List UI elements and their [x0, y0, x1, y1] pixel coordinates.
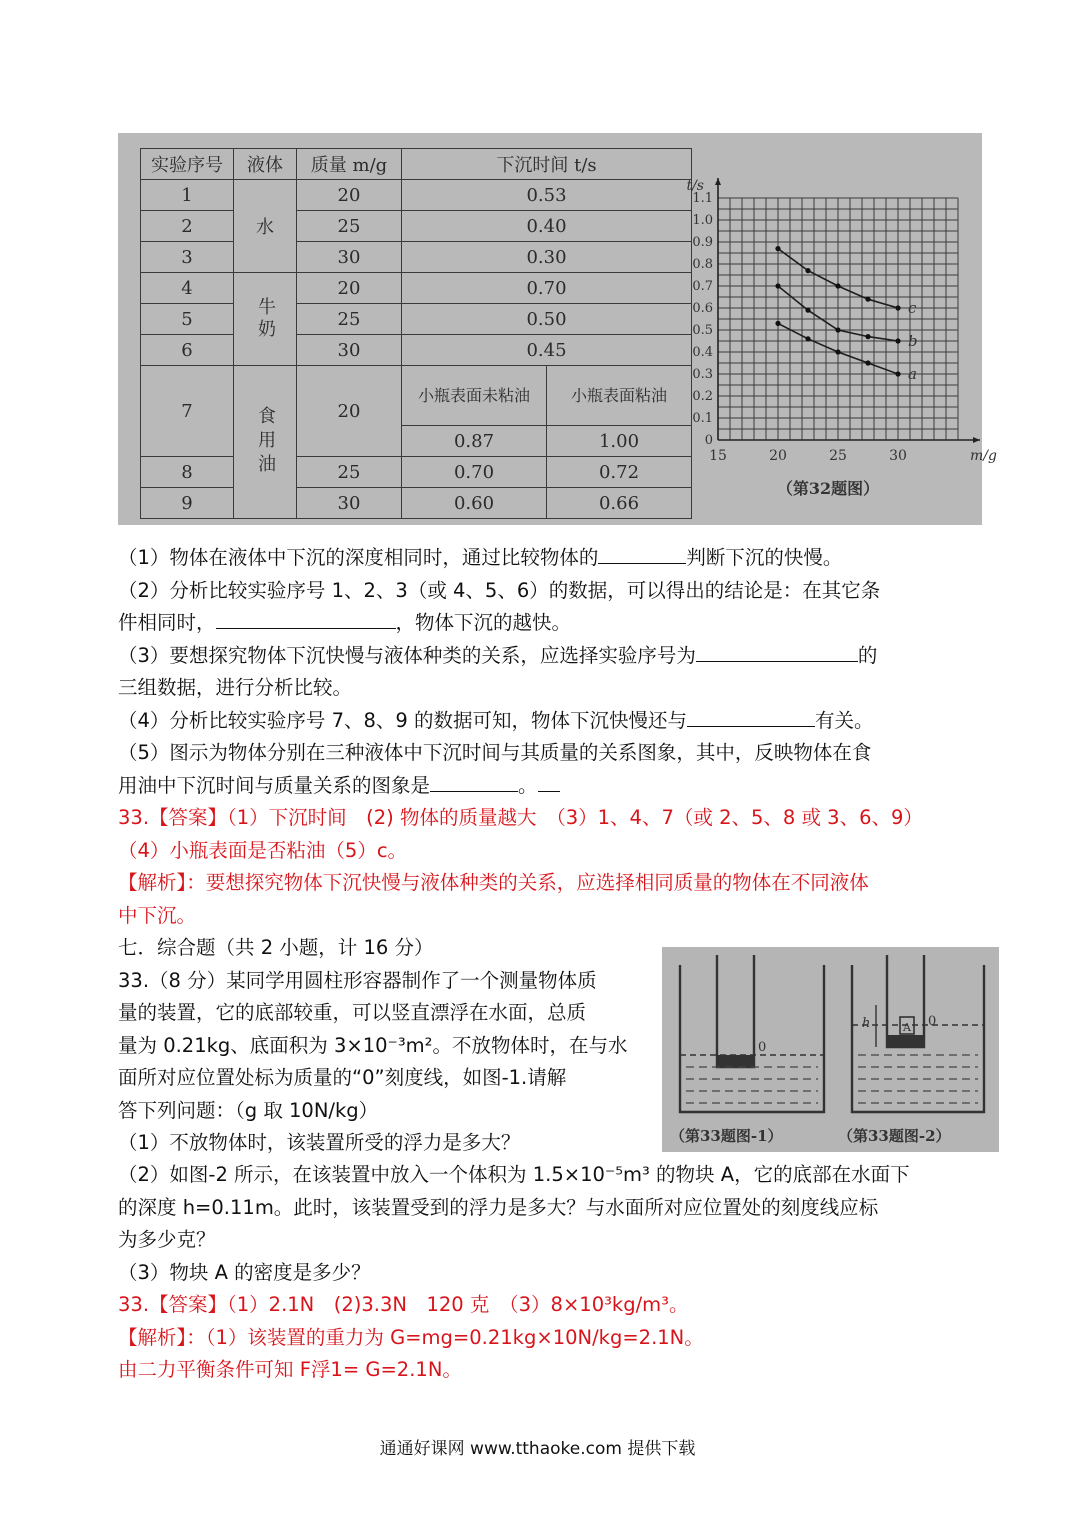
cell-seq: 9: [141, 488, 234, 519]
cell-seq: 7: [141, 366, 234, 457]
q32-part5-cont: 用油中下沉时间与质量关系的图象是 。: [118, 771, 560, 801]
y-tick-label: 0.8: [692, 257, 713, 272]
device-1: [717, 955, 754, 1067]
cell-seq: 6: [141, 335, 234, 366]
data-point-c: [895, 305, 900, 310]
series-label-a: a: [908, 365, 917, 383]
q32-explanation: 【解析】：要想探究物体下沉快慢与液体种类的关系，应选择相同质量的物体在不同液体: [118, 871, 869, 894]
data-point-b: [805, 308, 810, 313]
data-point-a: [805, 336, 810, 341]
figure-33-drawing: [662, 947, 999, 1152]
x-tick-label: 25: [829, 448, 847, 464]
experiment-figure: [118, 133, 997, 525]
q33-intro-4: 面所对应位置处标为质量的“0”刻度线，如图-1.请解: [118, 1066, 567, 1089]
y-axis-arrow: [715, 178, 721, 185]
y-tick-label: 0.9: [692, 235, 713, 250]
q32-answer-cont: （4）小瓶表面是否粘油（5）c。: [118, 839, 408, 862]
x-tick-label: 15: [709, 448, 727, 464]
cell-time: 0.40: [402, 211, 692, 242]
container-1: [680, 965, 824, 1112]
cell-mass: 30: [297, 242, 402, 273]
cell-mass: 20: [297, 180, 402, 211]
q32-part4: （4）分析比较实验序号 7、8、9 的数据可知，物体下沉快慢还与 有关。: [118, 709, 874, 732]
liquid-milk: 牛奶: [234, 273, 297, 366]
liquid-water: 水: [234, 180, 297, 273]
x-tick-label: 20: [769, 448, 787, 464]
series-label-b: b: [908, 332, 918, 350]
y-tick-label: 0.1: [692, 411, 713, 426]
cell-mass: 25: [297, 304, 402, 335]
cell-time: 0.45: [402, 335, 692, 366]
data-point-b: [835, 327, 840, 332]
q33-question-2-end: 为多少克？: [118, 1228, 216, 1251]
q33-explanation-2: 由二力平衡条件可知 F浮1= G=2.1N。: [118, 1358, 462, 1381]
answer-blank[interactable]: [696, 643, 858, 662]
zero-label-2: 0: [928, 1014, 937, 1029]
cell-time: 0.70: [402, 273, 692, 304]
q32-answer: 33.【答案】（1）下沉时间 (2) 物体的质量越大 （3）1、4、7（或 2、5、8 或 3、6、9）: [118, 806, 923, 829]
header-time: 下沉时间 t/s: [402, 149, 692, 180]
q32-part5: （5）图示为物体分别在三种液体中下沉时间与其质量的关系图象，其中，反映物体在食: [118, 741, 872, 764]
blank-tail: [538, 773, 560, 792]
cell-mass: 25: [297, 211, 402, 242]
cell-mass: 25: [297, 457, 402, 488]
q32-part2: （2）分析比较实验序号 1、2、3（或 4、5、6）的数据，可以得出的结论是：在其它条: [118, 579, 881, 602]
data-point-b: [775, 283, 780, 288]
fig-caption-2: （第33题图-2）: [838, 1127, 951, 1145]
y-tick-label: 1.0: [692, 213, 713, 228]
cell-mass: 30: [297, 335, 402, 366]
cell-seq: 4: [141, 273, 234, 304]
q33-intro-1: 33.（8 分）某同学用圆柱形容器制作了一个测量物体质: [118, 969, 597, 992]
cell-time: 0.70: [402, 457, 547, 488]
data-point-a: [775, 321, 780, 326]
cell-time: 0.60: [402, 488, 547, 519]
cell-time2: 0.66: [547, 488, 692, 519]
data-point-a: [895, 371, 900, 376]
data-point-c: [805, 268, 810, 273]
q33-intro-5: 答下列问题：（g 取 10N/kg）: [118, 1099, 379, 1122]
cell-seq: 5: [141, 304, 234, 335]
device-base-1: [718, 1055, 753, 1066]
q33-question-2: （2）如图-2 所示，在该装置中放入一个体积为 1.5×10⁻⁵m³ 的物块 A，它的底部在水面下: [118, 1163, 910, 1186]
y-tick-label: 0.5: [692, 323, 713, 338]
data-point-a: [835, 349, 840, 354]
data-point-c: [865, 297, 870, 302]
x-axis-arrow: [973, 437, 980, 443]
cell-seq: 3: [141, 242, 234, 273]
cell-time2: 1.00: [547, 426, 692, 457]
time-mass-chart: [678, 163, 997, 513]
answer-blank[interactable]: [430, 773, 518, 792]
cell-mass: 30: [297, 488, 402, 519]
q33-intro-2: 量的装置，它的底部较重，可以竖直漂浮在水面，总质: [118, 1001, 587, 1024]
subheader-oil: 小瓶表面粘油: [547, 366, 692, 426]
data-point-c: [835, 283, 840, 288]
answer-blank[interactable]: [687, 708, 815, 727]
q33-question-3: （3）物块 A 的密度是多少？: [118, 1261, 371, 1284]
q33-explanation-1: 【解析】：（1）该装置的重力为 G=mg=0.21kg×10N/kg=2.1N。: [118, 1326, 704, 1349]
q32-part3: （3）要想探究物体下沉快慢与液体种类的关系，应选择实验序号为 的: [118, 644, 878, 667]
cell-time: 0.87: [402, 426, 547, 457]
data-point-a: [865, 360, 870, 365]
device-base-2: [888, 1035, 923, 1046]
q32-part2-cont: 件相同时， ，物体下沉的越快。: [118, 611, 572, 634]
y-tick-label: 0.3: [692, 367, 713, 382]
y-tick-label: 0.7: [692, 279, 713, 294]
header-liquid: 液体: [234, 149, 297, 180]
q33-intro-3: 量为 0.21kg、底面积为 3×10⁻³m²。不放物体时，在与水: [118, 1034, 628, 1057]
q32-explanation-cont: 中下沉。: [118, 904, 197, 927]
q32-part3-cont: 三组数据，进行分析比较。: [118, 676, 353, 699]
data-point-b: [865, 334, 870, 339]
header-seq: 实验序号: [141, 149, 234, 180]
q32-part1: （1）物体在液体中下沉的深度相同时，通过比较物体的 判断下沉的快慢。: [118, 546, 843, 569]
header-mass: 质量 m/g: [297, 149, 402, 180]
q33-question-2-cont: 的深度 h=0.11m。此时，该装置受到的浮力是多大？与水面所对应位置处的刻度线应标: [118, 1196, 879, 1219]
h-label: h: [862, 1016, 871, 1031]
y-tick-label: 0.2: [692, 389, 713, 404]
figure-33: [662, 947, 999, 1152]
cell-time: 0.30: [402, 242, 692, 273]
answer-blank[interactable]: [216, 610, 396, 629]
a-label: A: [903, 1021, 911, 1034]
cell-time2: 0.72: [547, 457, 692, 488]
zero-label-1: 0: [758, 1040, 767, 1055]
chart-caption: （第32题图）: [776, 479, 880, 498]
cell-mass: 20: [297, 366, 402, 457]
x-axis-label: m/g: [970, 448, 997, 464]
q33-question-1: （1）不放物体时，该装置所受的浮力是多大？: [118, 1131, 521, 1154]
data-point-c: [775, 246, 780, 251]
y-tick-label: 0.6: [692, 301, 713, 316]
y-tick-label: 0.4: [692, 345, 713, 360]
liquid-oil: 食用油: [234, 366, 297, 519]
subheader-no-oil: 小瓶表面未粘油: [402, 366, 547, 426]
fig-caption-1: （第33题图-1）: [670, 1127, 783, 1145]
section-heading: 七．综合题（共 2 小题，计 16 分）: [118, 936, 434, 959]
cell-seq: 1: [141, 180, 234, 211]
q33-answer: 33.【答案】（1）2.1N (2)3.3N 120 克 （3）8×10³kg/m³。: [118, 1293, 689, 1316]
cell-time: 0.53: [402, 180, 692, 211]
cell-seq: 8: [141, 457, 234, 488]
experiment-table: [140, 148, 692, 519]
answer-blank[interactable]: [598, 545, 686, 564]
data-point-b: [895, 338, 900, 343]
cell-seq: 2: [141, 211, 234, 242]
y-tick-label: 1.1: [692, 191, 713, 206]
cell-mass: 20: [297, 273, 402, 304]
y-axis-label: t/s: [686, 178, 704, 194]
cell-time: 0.50: [402, 304, 692, 335]
y-tick-label: 0: [704, 433, 713, 448]
footer: 通通好课网 www.tthaoke.com 提供下载: [379, 1439, 696, 1459]
series-label-c: c: [908, 299, 917, 317]
x-tick-label: 30: [889, 448, 907, 464]
